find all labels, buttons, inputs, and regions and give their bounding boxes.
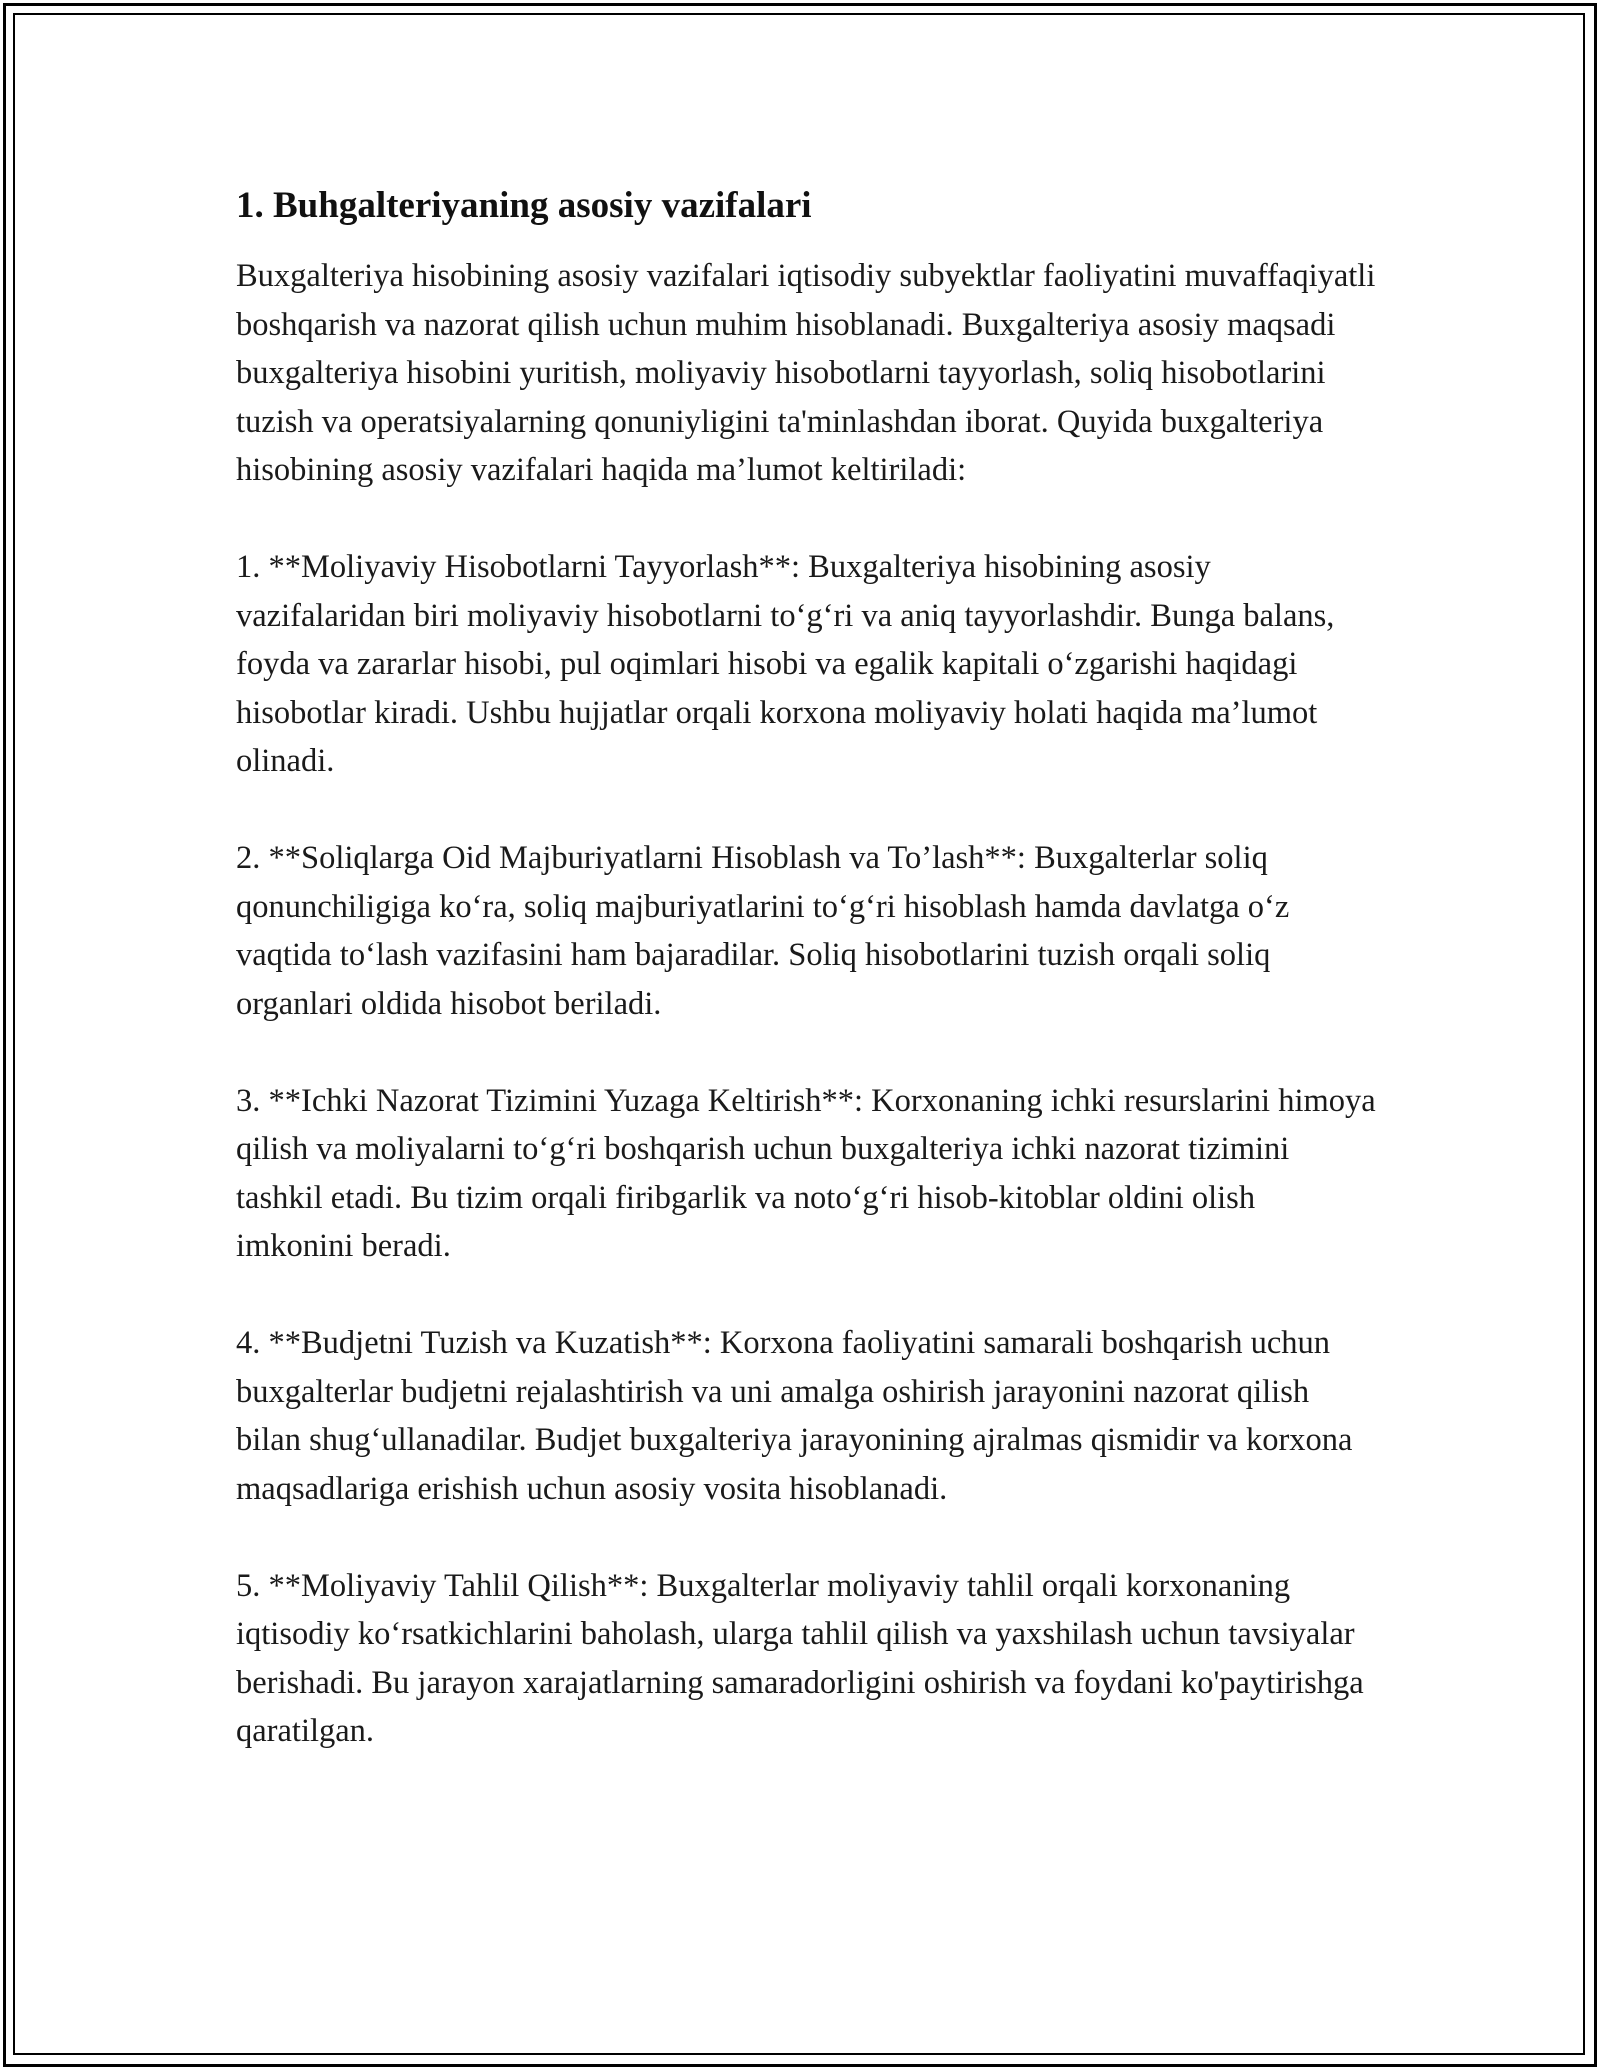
document-body <box>236 184 1376 1756</box>
list-item-budgeting: 4. **Budjetni Tuzish va Kuzatish**: Korxona faoliyatini samarali boshqarish uchun buxgalterlar budjetni rejalashtirish va uni amalga oshirish jarayonini nazorat qilish bilan shug‘ullanadilar. Budjet buxgalteriya jarayonining ajralmas qismidir va korxona maqsadlariga erishish uchun asosiy vosita hisoblanadi. <box>236 1325 1353 1507</box>
intro-paragraph: Buxgalteriya hisobining asosiy vazifalari iqtisodiy subyektlar faoliyatini muvaffaqiyatli boshqarish va nazorat qilish uchun muhim hisoblanadi. Buxgalteriya asosiy maqsadi buxgalteriya hisobini yuritish, moliyaviy hisobotlarni tayyorlash, soliq hisobotlarini tuzish va operatsiyalarning qonuniyligini ta'minlashdan iborat. Quyida buxgalteriya hisobining asosiy vazifalari haqida ma’lumot keltiriladi: <box>236 258 1376 488</box>
list-item-financial-reports: 1. **Moliyaviy Hisobotlarni Tayyorlash**: Buxgalteriya hisobining asosiy vazifalaridan biri moliyaviy hisobotlarni to‘g‘ri va aniq tayyorlashdir. Bunga balans, foyda va zararlar hisobi, pul oqimlari hisobi va egalik kapitali o‘zgarishi haqidagi hisobotlar kiradi. Ushbu hujjatlar orqali korxona moliyaviy holati haqida ma’lumot olinadi. <box>236 549 1335 779</box>
list-item-internal-control: 3. **Ichki Nazorat Tizimini Yuzaga Keltirish**: Korxonaning ichki resurslarini himoya qilish va moliyalarni to‘g‘ri boshqarish uchun buxgalteriya ichki nazorat tizimini tashkil etadi. Bu tizim orqali firibgarlik va noto‘g‘ri hisob-kitoblar oldini olish imkonini beradi. <box>236 1082 1376 1264</box>
list-item-tax-obligations: 2. **Soliqlarga Oid Majburiyatlarni Hisoblash va To’lash**: Buxgalterlar soliq qonunchiligiga ko‘ra, soliq majburiyatlarini to‘g‘ri hisoblash hamda davlatga o‘z vaqtida to‘lash vazifasini ham bajaradilar. Soliq hisobotlarini tuzish orqali soliq organlari oldida hisobot beriladi. <box>236 840 1290 1022</box>
list-item-financial-analysis: 5. **Moliyaviy Tahlil Qilish**: Buxgalterlar moliyaviy tahlil orqali korxonaning iqtisodiy ko‘rsatkichlarini baholash, ularga tahlil qilish va yaxshilash uchun tavsiyalar berishadi. Bu jarayon xarajatlarning samaradorligini oshirish va foydani ko'paytirishga qaratilgan. <box>236 1567 1364 1749</box>
document-heading: 1. Buhgalteriyaning asosiy vazifalari <box>236 185 812 226</box>
